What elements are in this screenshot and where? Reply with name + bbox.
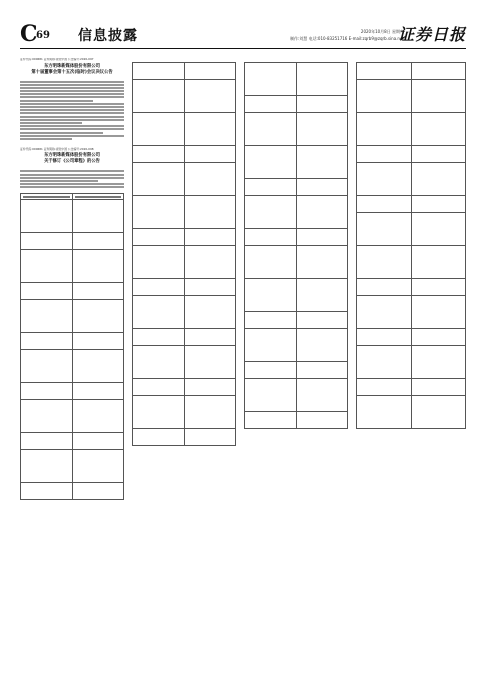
article-topline: 证券代码:000681 证券简称:视觉中国 公告编号:2020-098 xyxy=(20,146,94,151)
amendment-table xyxy=(356,62,466,429)
article-body xyxy=(20,81,124,140)
amendment-table xyxy=(20,193,124,500)
page-header xyxy=(20,22,466,49)
contact-line: 制作:刘慧 电话:010-83251716 E-mail:zqrb9@zqrb.sina.net xyxy=(289,36,404,41)
column-3 xyxy=(244,58,348,686)
amendment-table xyxy=(132,62,236,446)
column-2 xyxy=(132,58,236,686)
article-topline: 证券代码:000681 证券简称:视觉中国 公告编号:2020-097 xyxy=(20,58,94,61)
date-line: 2020年10月8日 星期六 xyxy=(360,29,404,34)
column-1 xyxy=(20,58,124,686)
article-title xyxy=(20,153,124,165)
article-title-text: 第十届董事会第十五次(临时)会议决议公告 xyxy=(31,69,113,75)
section-title: 信息披露 xyxy=(78,28,138,44)
article-company: 东方明珠新媒体股份有限公司 xyxy=(44,153,100,159)
article-title-text: 关于修订《公司章程》的公告 xyxy=(44,159,100,165)
page-number: 69 xyxy=(36,30,50,41)
column-4 xyxy=(356,58,466,686)
page-letter: C xyxy=(20,21,38,47)
amendment-table xyxy=(244,62,348,429)
article-title xyxy=(20,64,124,76)
newspaper-brand-logo: 证券日报 xyxy=(397,25,466,44)
article-company: 东方明珠新媒体股份有限公司 xyxy=(44,63,100,69)
